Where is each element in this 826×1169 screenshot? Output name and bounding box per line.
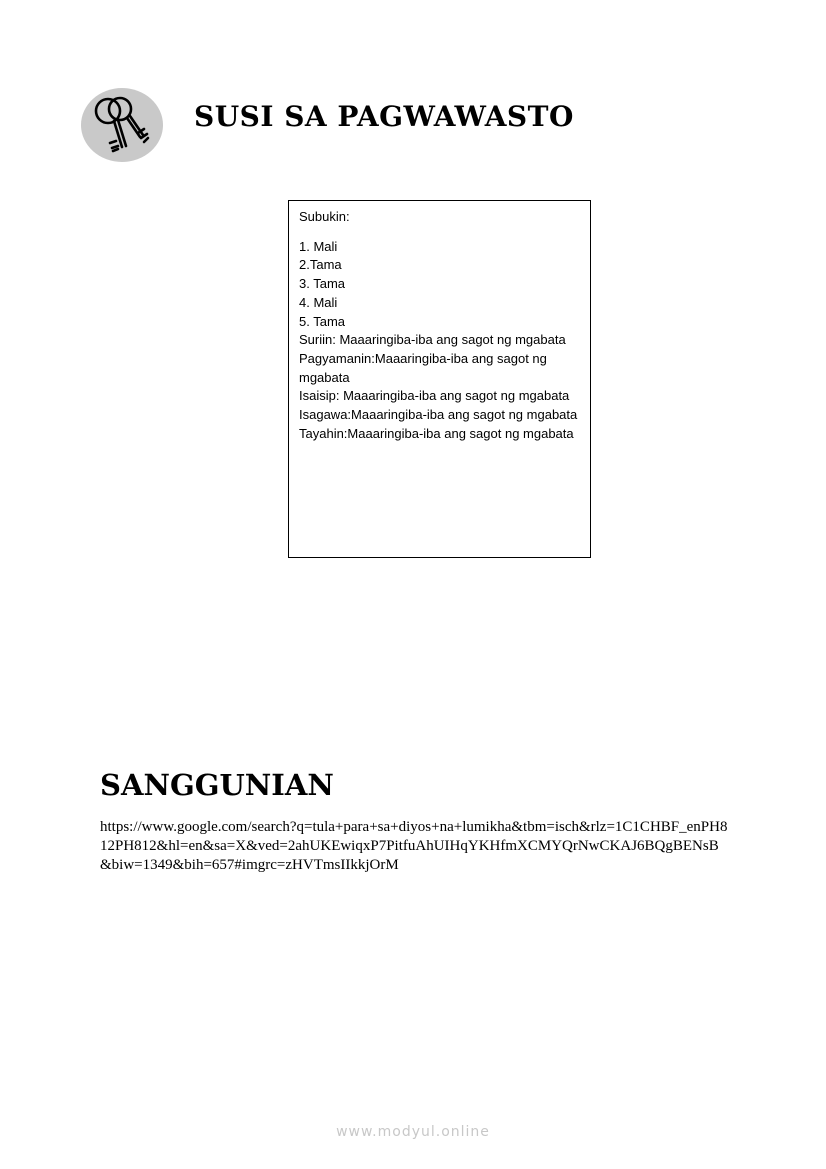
answer-pagyamanin: Pagyamanin:Maaaringiba-iba ang sagot ng mgabata — [299, 350, 547, 385]
keys-icon — [80, 87, 164, 163]
answer-item-3: 3. Tama — [299, 276, 346, 292]
answer-key-box — [288, 200, 591, 558]
answer-item-4: 4. Mali — [299, 294, 338, 310]
watermark: www.modyul.online — [336, 1124, 490, 1140]
answer-suriin: Suriin: Maaaringiba-iba ang sagot ng mgabata — [299, 332, 566, 348]
answer-isaisip: Isaisip: Maaaringiba-iba ang sagot ng mgabata — [299, 388, 570, 404]
answer-isagawa: Isagawa:Maaaringiba-iba ang sagot ng mgabata — [299, 407, 578, 423]
answer-item-2: 2.Tama — [299, 257, 342, 273]
answer-item-5: 5. Tama — [299, 313, 346, 329]
answer-item-1: 1. Mali — [299, 238, 338, 254]
answer-key-heading: Subukin: — [299, 209, 350, 224]
references-title: SANGGUNIAN — [100, 768, 334, 802]
answer-tayahin: Tayahin:Maaaringiba-iba ang sagot ng mgabata — [299, 425, 574, 441]
page-title: SUSI SA PAGWAWASTO — [194, 100, 574, 133]
reference-link[interactable]: https://www.google.com/search?q=tula+para+sa+diyos+na+lumikha&tbm=isch&rlz=1C1CHBF_enPH812PH812&hl=en&sa=X&ved=2ahUKEwiqxP7PitfuAhUIHqYKHfmXCMYQrNwCKAJ6BQgBENsB&biw=1349&bih=657#imgrc=zHVTmsIIkkjOrM — [100, 819, 728, 873]
